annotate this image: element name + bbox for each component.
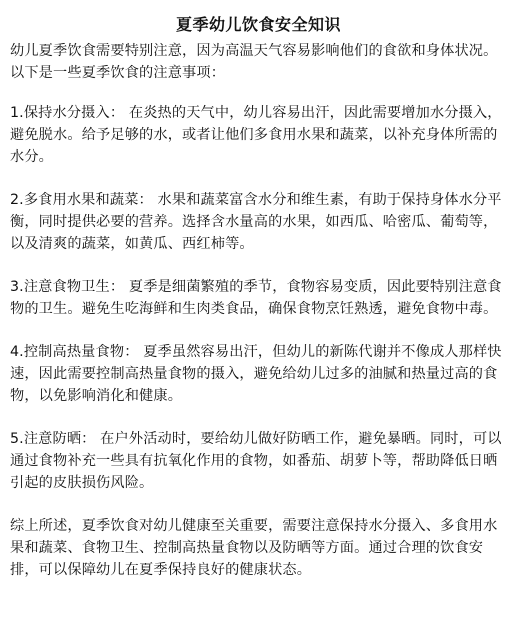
tip-fruits-vegetables-paragraph: 2.多食用水果和蔬菜： 水果和蔬菜富含水分和维生素，有助于保持身体水分平衡，同时提供必要的营养。选择含水量高的水果，如西瓜、哈密瓜、葡萄等，以及清爽的蔬菜，如黄瓜、西红柿等。 xyxy=(10,192,502,252)
tip-hydration-paragraph: 1.保持水分摄入： 在炎热的天气中，幼儿容易出汗，因此需要增加水分摄入，避免脱水。给予足够的水，或者让他们多食用水果和蔬菜，以补充身体所需的水分。 xyxy=(10,105,502,165)
summary-paragraph: 综上所述，夏季饮食对幼儿健康至关重要，需要注意保持水分摄入、多食用水果和蔬菜、食物卫生、控制高热量食物以及防晒等方面。通过合理的饮食安排，可以保障幼儿在夏季保持良好的健康状态。 xyxy=(10,518,498,578)
tip-high-calorie-paragraph: 4.控制高热量食物： 夏季虽然容易出汗，但幼儿的新陈代谢并不像成人那样快速，因此需要控制高热量食物的摄入，避免给幼儿过多的油腻和热量过高的食物，以免影响消化和健康。 xyxy=(10,344,502,404)
tip-food-hygiene-paragraph: 3.注意食物卫生： 夏季是细菌繁殖的季节，食物容易变质，因此要特别注意食物的卫生。避免生吃海鲜和生肉类食品，确保食物烹饪熟透，避免食物中毒。 xyxy=(10,279,502,317)
intro-paragraph: 幼儿夏季饮食需要特别注意，因为高温天气容易影响他们的食欲和身体状况。以下是一些夏季饮食的注意事项： xyxy=(10,43,498,81)
document-title: 夏季幼儿饮食安全知识 xyxy=(175,15,341,34)
tip-sun-protection-paragraph: 5.注意防晒： 在户外活动时，要给幼儿做好防晒工作，避免暴晒。同时，可以通过食物补充一些具有抗氧化作用的食物，如番茄、胡萝卜等，帮助降低日晒引起的皮肤损伤风险。 xyxy=(10,431,502,491)
